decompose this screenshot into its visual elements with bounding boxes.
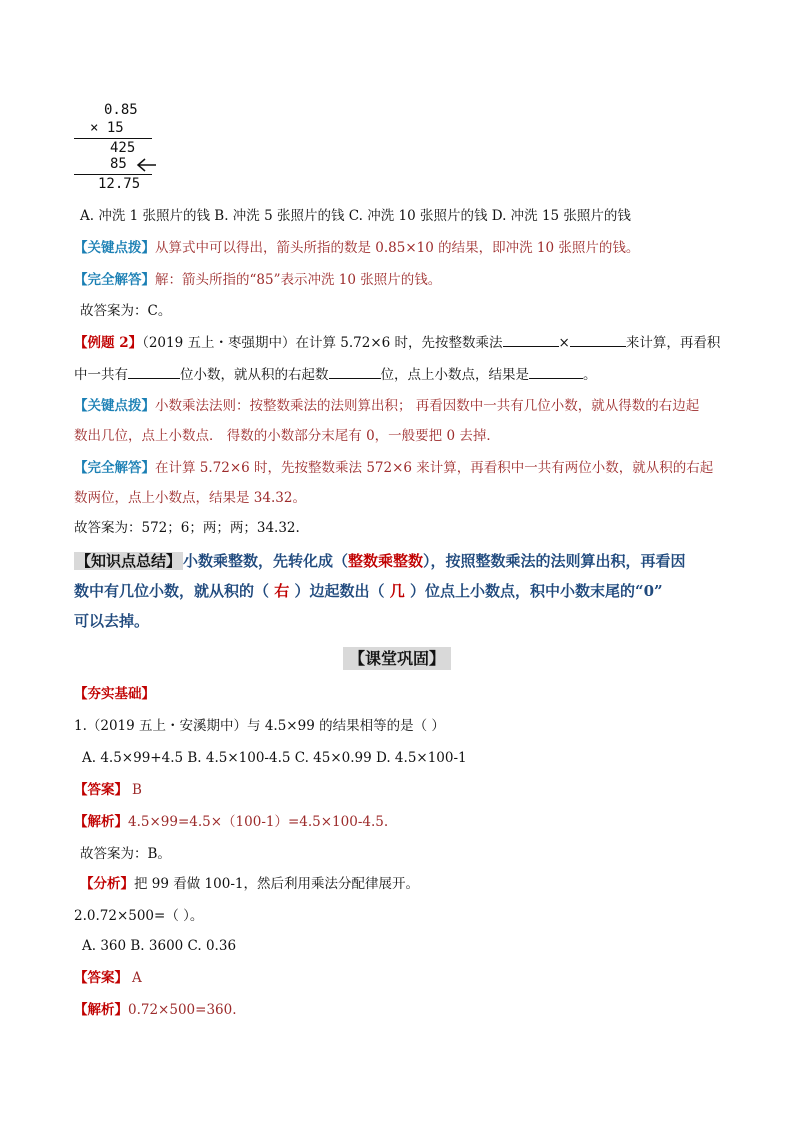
calc-rule-top <box>74 138 152 139</box>
blank-1 <box>503 332 559 347</box>
example-2-line-2 <box>74 364 734 385</box>
summary-line-3 <box>74 610 734 632</box>
summary-text-e: ）位点上小数点，积中小数末尾的“0” <box>404 582 663 600</box>
example-line2-d: 。 <box>583 367 597 383</box>
basics-heading <box>74 684 734 704</box>
analysis-tag: 【分析】 <box>80 876 134 892</box>
basics-tag: 【夯实基础】 <box>74 686 155 702</box>
analysis-text: 把 99 看做 100-1，然后利用乘法分配律展开。 <box>134 876 419 892</box>
answer-tag: 【答案】 <box>74 970 128 986</box>
blank-2 <box>570 332 626 347</box>
calc-partial-2: 85 <box>110 156 127 172</box>
problem-2-answer <box>74 968 734 988</box>
example-text-b: 来计算，再看积 <box>625 335 721 351</box>
key-point-text: 从算式中可以得出，箭头所指的数是 0.85×10 的结果，即冲洗 10 张照片的钱。 <box>155 240 640 256</box>
summary-text-c: 数中有几位小数，就从积的（ <box>74 582 275 600</box>
calc-multiplicand: 0.85 <box>104 102 138 118</box>
final-answer-1: 故答案为：C。 <box>80 303 172 319</box>
choice-options-1: A. 冲洗 1 张照片的钱 B. 冲洗 5 张照片的钱 C. 冲洗 10 张照片的钱 D. 冲洗 15 张照片的钱 <box>80 208 631 224</box>
vertical-multiplication <box>72 98 182 198</box>
key-point-text: 小数乘法法则：按整数乘法的法则算出积； 再看因数中一共有几位小数，就从得数的右边起 <box>155 398 700 414</box>
summary-red-1: 整数乘整数 <box>348 552 424 570</box>
full-answer-text-2: 数两位，点上小数点，结果是 34.32。 <box>74 490 306 506</box>
full-answer-tag: 【完全解答】 <box>74 272 155 288</box>
problem-2-question: 2.0.72×500=（ ）。 <box>74 908 204 924</box>
problem-1-final: 故答案为：B。 <box>80 846 171 862</box>
problem-2-options: A. 360 B. 3600 C. 0.36 <box>82 938 237 954</box>
blank-4 <box>329 364 381 379</box>
summary-line-1 <box>74 550 734 572</box>
problem-1-analysis <box>80 874 734 894</box>
summary-red-2: 右 <box>274 582 290 600</box>
problem-1-question: 1.（2019 五上・安溪期中）与 4.5×99 的结果相等的是（ ） <box>74 718 445 734</box>
key-point-tag: 【关键点拨】 <box>74 240 155 256</box>
example-line2-a: 中一共有 <box>74 367 128 383</box>
summary-text-a: 小数乘整数，先转化成（ <box>183 552 349 570</box>
example-line2-b: 位小数，就从积的右起数 <box>180 367 329 383</box>
summary-line-2 <box>74 580 734 602</box>
blank-3 <box>128 364 180 379</box>
explanation-text: 4.5×99=4.5×（100-1）=4.5×100-4.5. <box>128 814 389 830</box>
blank-5 <box>529 364 583 379</box>
example-tag: 【例题 2】 <box>74 335 143 351</box>
key-point-2-line-2 <box>74 426 734 446</box>
example-text-a: （2019 五上・枣强期中）在计算 5.72×6 时，先按整数乘法 <box>142 335 503 351</box>
example-line2-c: 位，点上小数点，结果是 <box>380 367 529 383</box>
summary-text-f: 可以去掉。 <box>74 612 150 630</box>
final-answer-2: 故答案为：572；6；两；两；34.32. <box>74 520 300 536</box>
calc-partial-1: 425 <box>110 140 136 156</box>
summary-tag: 【知识点总结】 <box>76 552 182 570</box>
problem-1-options: A. 4.5×99+4.5 B. 4.5×100-4.5 C. 45×0.99 D. 4.5×100-1 <box>82 750 467 766</box>
full-answer-tag: 【完全解答】 <box>74 460 155 476</box>
full-answer-text: 在计算 5.72×6 时，先按整数乘法 572×6 来计算，再看积中一共有两位小数，就从积的右起 <box>155 460 714 476</box>
problem-1-explanation <box>74 812 734 832</box>
section-title-text: 【课堂巩固】 <box>343 647 451 670</box>
calc-rule-bottom <box>74 174 152 175</box>
key-point-1 <box>74 238 734 258</box>
left-arrow-icon <box>136 158 158 172</box>
full-answer-2-line-2 <box>74 488 734 508</box>
answer-value: B <box>132 782 142 798</box>
calc-multiplier: × 15 <box>90 120 124 136</box>
key-point-text-2: 数出几位，点上小数点． 得数的小数部分末尾有 0，一般要把 0 去掉． <box>74 428 500 444</box>
answer-value: A <box>132 970 142 986</box>
key-point-2-line-1 <box>74 396 734 416</box>
summary-red-3: 几 <box>389 582 405 600</box>
problem-1-answer <box>74 780 734 800</box>
calc-product: 12.75 <box>98 176 141 192</box>
key-point-tag: 【关键点拨】 <box>74 398 155 414</box>
answer-tag: 【答案】 <box>74 782 128 798</box>
full-answer-2-line-1 <box>74 458 734 478</box>
problem-2-explanation <box>74 1000 734 1020</box>
full-answer-text: 解：箭头所指的“85”表示冲洗 10 张照片的钱。 <box>155 272 442 288</box>
explanation-tag: 【解析】 <box>74 814 128 830</box>
times-sign: × <box>558 335 570 351</box>
explanation-tag: 【解析】 <box>74 1002 128 1018</box>
example-2-line-1 <box>74 332 734 353</box>
section-title <box>0 646 794 669</box>
full-answer-1 <box>74 270 734 290</box>
summary-text-d: ）边起数出（ <box>289 582 390 600</box>
explanation-text: 0.72×500=360. <box>128 1002 237 1018</box>
summary-text-b: ），按照整数乘法的法则算出积，再看因 <box>423 552 686 570</box>
